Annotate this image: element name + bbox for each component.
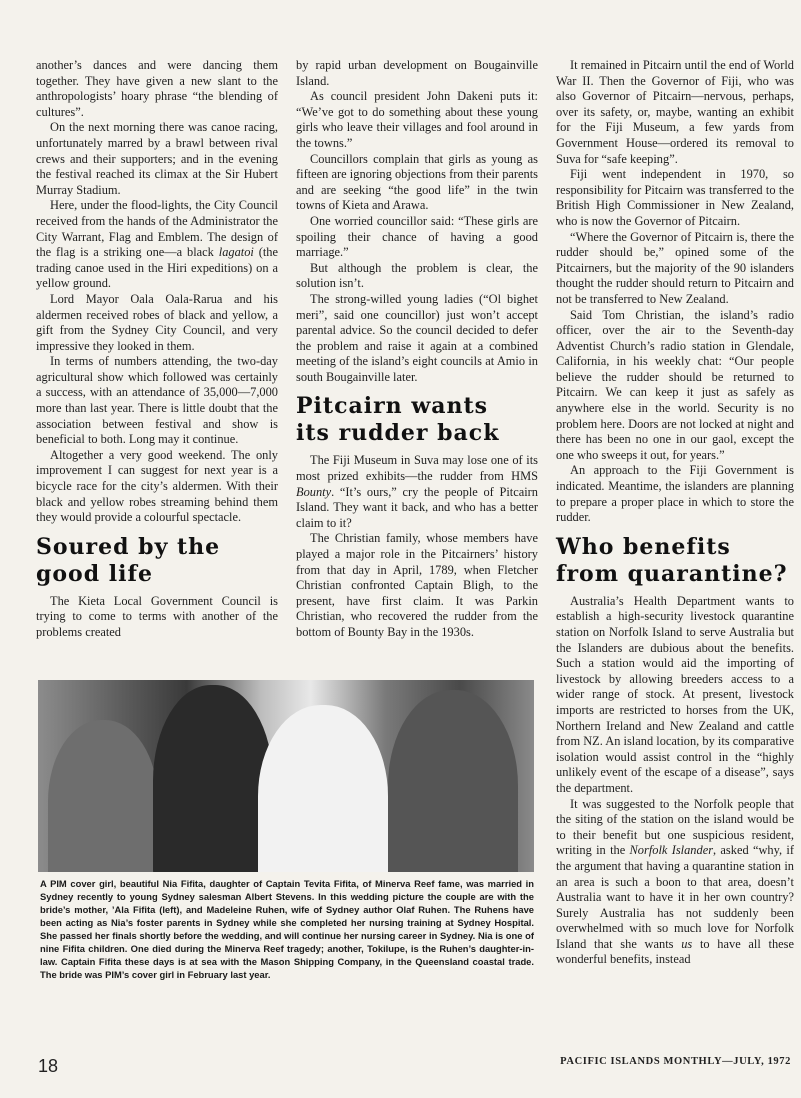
running-footer: PACIFIC ISLANDS MONTHLY—JULY, 1972 — [560, 1056, 791, 1067]
photo-figure-bride — [258, 705, 388, 872]
page-number: 18 — [38, 1056, 59, 1076]
paragraph: Altogether a very good weekend. The only improvement I can suggest for next year is a bicycle race for the city’s aldermen. With their black and yellow robes streaming behind them they would provide a colourful spectacle. — [36, 447, 278, 525]
photo-figure-ruhen — [388, 690, 518, 872]
text-run: (the trading canoe used in the Hiri expeditions) on a yellow ground. — [36, 245, 278, 291]
italic-term: lagatoi — [218, 245, 254, 260]
paragraph: It remained in Pitcairn until the end of World War II. Then the Governor of Fiji, who was also Governor of Pitcairn—nervous, perhaps, over its safety, or, maybe, wanting an exhibit for the Fiji Museum, a few yards from Government House—ordered its removal to Suva for “safe keeping”. — [556, 58, 794, 166]
column-1 — [36, 58, 278, 641]
italic-term: us — [681, 936, 693, 951]
headline-line: Soured by the — [36, 533, 221, 560]
paragraph: The strong-willed young ladies (“Ol bighet meri”, said one councillor) just won’t accept parental advice. So the council decided to defer the problem and raise it again at a combined meeting of the island’s eight councils at Amio in south Bougainville later. — [296, 291, 538, 384]
text-run: Here, under the flood-lights, the City Council received from the hands of the Administrator the City Warrant, Flag and Emblem. The design of the flag is a striking one—a black — [36, 198, 278, 260]
paragraph: But although the problem is clear, the solution isn’t. — [296, 260, 538, 291]
text-run: to have all these wonderful benefits, instead — [556, 936, 794, 967]
paragraph: The Christian family, whose members have played a major role in the Pitcairners’ history from that day in April, 1789, when Fletcher Christian confronted Captain Bligh, to the present, have first claim. It was Parkin Christian, who recovered the rudder from the bottom of Bounty Bay in the 1930s. — [296, 531, 538, 639]
photo-figure-mother — [48, 720, 158, 872]
column-3 — [556, 58, 794, 968]
paragraph: Australia’s Health Department wants to establish a high-security livestock quarantine station on Norfolk Island to serve Australia but the Islanders are dubious about the benefits. Such a station would aid the importing of livestock by allowing breeders access to a wider range of stock. At present, livestock imports are restricted to horses from the UK, Northern Ireland and New Zealand and cattle from NZ. An island location, by its comparative isolation would assist control in the “highly unlikely event of the escape of a disease”, says the department. — [556, 593, 794, 795]
article-headline-pitcairn — [296, 393, 538, 447]
text-run: The Fiji Museum in Suva may lose one of its most prized exhibits—the rudder from HMS — [296, 453, 538, 484]
photo-caption: A PIM cover girl, beautiful Nia Fifita, daughter of Captain Tevita Fifita, of Minerva Reef fame, was married in Sydney recently to young Sydney salesman Albert Stevens. In this wedding picture the couple are with the bride’s mother, ’Ala Fifita (left), and Madeleine Ruhen, wife of Sydney author Olaf Ruhen. The Ruhens have been acting as Nia’s foster parents in Sydney while she completed her nursing training at Sydney Hospital. She passed her finals shortly before the wedding, and will continue her nursing career in Sydney. Nia is one of nine Fifita children. One died during the Minerva Reef tragedy; another, Tokilupe, is the Ruhen’s daughter-in-law. Captain Fifita these days is at sea with the Mason Shipping Company, in the Queensland coastal trade. The bride was PIM’s cover girl in February last year. — [40, 878, 534, 980]
paragraph: Said Tom Christian, the island’s radio officer, over the air to the Seventh-day Adventist Church’s radio station in Glendale, California, in his weekly chat: “Our people believe the rudder should be returned to Pitcairn. We can keep it just as safely as anywhere else in the world. Security is no problem here. Doors are not locked at night and there has been no one in our gaol, except the one who sweeps it out, for years.” — [556, 307, 794, 462]
paragraph: The Kieta Local Government Council is trying to come to terms with another of the problems created — [36, 593, 278, 639]
paragraph: Lord Mayor Oala Oala-Rarua and his aldermen received robes of black and yellow, a gift from the Sydney City Council, and very impressive they looked in them. — [36, 291, 278, 353]
photo-figure-groom — [153, 685, 273, 872]
paragraph: Councillors complain that girls as young as fifteen are ignoring objections from their parents and are seeking “the good life” in the twin towns of Kieta and Arawa. — [296, 151, 538, 213]
headline-line: from quarantine? — [556, 560, 788, 587]
paragraph — [556, 797, 794, 969]
paragraph: An approach to the Fiji Government is indicated. Meantime, the islanders are planning to prepare a proper place in which to store the rudder. — [556, 463, 794, 525]
paragraph — [36, 198, 278, 292]
paragraph: On the next morning there was canoe racing, unfortunately marred by a brawl between rival crews and their supporters; and in the evening the festival reached its climax at the Sir Hubert Murray Stadium. — [36, 120, 278, 197]
italic-term: Bounty — [296, 484, 332, 499]
article-headline-quarantine — [556, 534, 794, 588]
wedding-photo — [38, 680, 534, 872]
headline-line: Who benefits — [556, 533, 731, 560]
text-run: . “It’s ours,” cry the people of Pitcairn Island. They want it back, and who has a better claim to it? — [296, 484, 538, 530]
italic-term: Norfolk Islander — [629, 843, 714, 858]
paragraph — [296, 453, 538, 531]
paragraph: Fiji went independent in 1970, so responsibility for Pitcairn was transferred to the British High Commissioner in New Zealand, who is now the Governor of Pitcairn. — [556, 167, 794, 228]
headline-line: good life — [36, 560, 153, 587]
text-run: It was suggested to the Norfolk people that the siting of the station on the island would be to their benefit but one suspicious resident, writing in the — [556, 796, 794, 858]
paragraph: One worried councillor said: “These girls are spoiling their chance of having a good marriage.” — [296, 213, 538, 260]
column-2 — [296, 58, 538, 641]
paragraph: “Where the Governor of Pitcairn is, there the rudder should be,” opined some of the Pitcairners, but the majority of the 90 islanders thought the rudder should return to Pitcairn and not be transferred to New Zealand. — [556, 229, 794, 306]
headline-line: its rudder back — [296, 420, 500, 447]
paragraph: another’s dances and were dancing them together. They have given a new slant to the anthropologists’ hoary phrase “the blending of cultures”. — [36, 58, 278, 119]
article-headline-soured — [36, 534, 278, 588]
paragraph: As council president John Dakeni puts it: “We’ve got to do something about these young girls who leave their villages and fool around in the towns.” — [296, 89, 538, 150]
paragraph: In terms of numbers attending, the two-day agricultural show which followed was certainly a success, with an attendance of 35,000—7,000 more than last year. There is little doubt that the association between festival and show is beneficial to both. Long may it continue. — [36, 354, 278, 447]
text-run: , asked “why, if the argument that having a quarantine station in an area is such a boon to that area, doesn’t Australia want to have it in her own country? Surely Australia has not suddenly been overwhelmed with so much love for Norfolk Island that she wants — [556, 843, 794, 951]
headline-line: Pitcairn wants — [296, 393, 489, 420]
paragraph: by rapid urban development on Bougainville Island. — [296, 58, 538, 88]
